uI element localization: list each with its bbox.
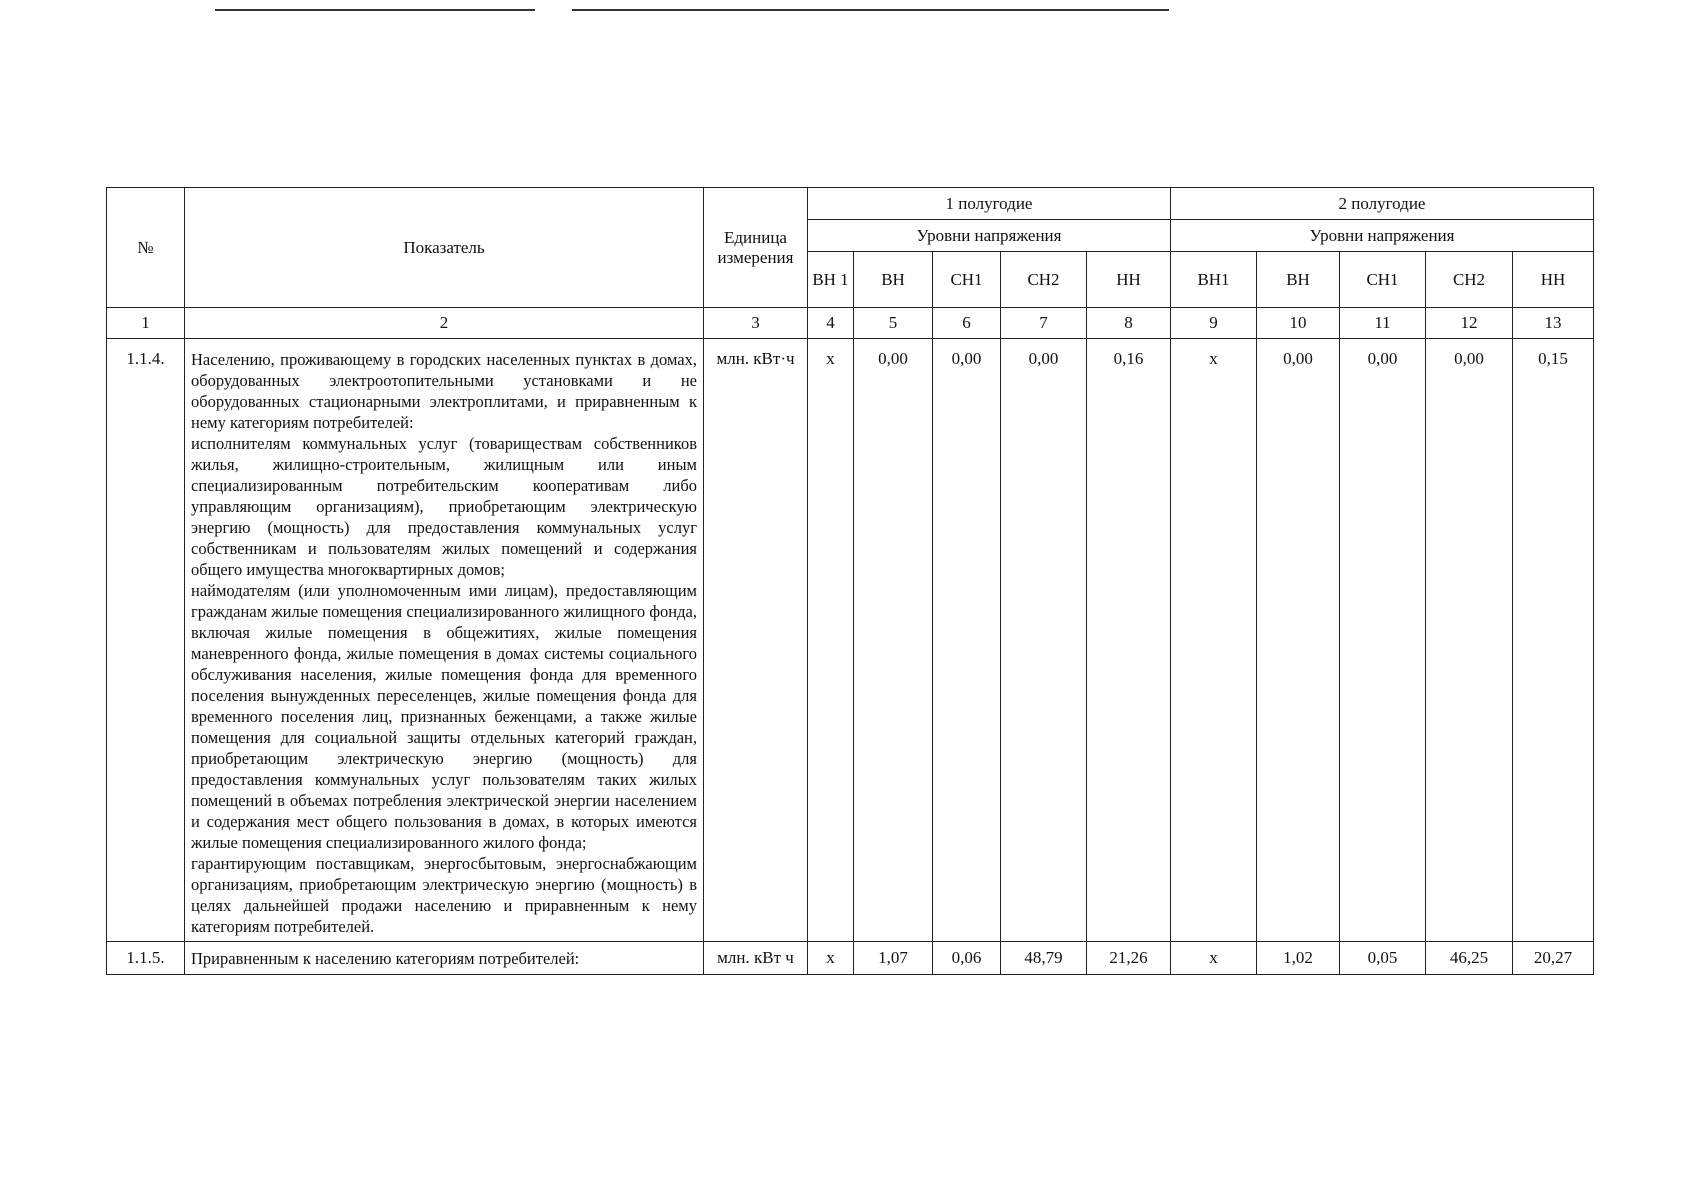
row-number: 1.1.4. [107,339,185,942]
value-cell: х [1171,339,1257,942]
indicator-paragraph: гарантирующим поставщикам, энергосбытовым, энергоснабжающим организациям, приобретающим электрическую энергию (мощность) в целях дальнейшей продажи населению и приравненным к нему категориям потребителей. [191,854,697,936]
value-cell: 0,00 [1001,339,1087,942]
column-number: 1 [107,308,185,339]
half2-level-vn: ВН [1257,252,1340,308]
row-unit: млн. кВт·ч [704,339,808,942]
value-cell: х [808,942,854,975]
header-row-periods [107,188,1594,220]
half2-levels-header: Уровни напряжения [1171,220,1594,252]
value-cell: 1,02 [1257,942,1340,975]
column-number-row [107,308,1594,339]
column-number: 12 [1426,308,1513,339]
half2-level-sn1: СН1 [1340,252,1426,308]
row-indicator-text [185,942,704,975]
column-number: 6 [933,308,1001,339]
half1-level-vn1: ВН 1 [808,252,854,308]
column-number: 10 [1257,308,1340,339]
value-cell: 20,27 [1513,942,1594,975]
column-number: 11 [1340,308,1426,339]
indicator-paragraph: Населению, проживающему в городских населенных пунктах в домах, оборудованных электроотопительными установками и не оборудованных стационарными электроплитами, и приравненным к нему категориям потребителей: [191,350,697,432]
value-cell: 0,05 [1340,942,1426,975]
column-number: 7 [1001,308,1087,339]
value-cell: х [1171,942,1257,975]
row-unit: млн. кВт ч [704,942,808,975]
value-cell: 0,16 [1087,339,1171,942]
value-cell: 21,26 [1087,942,1171,975]
value-cell: 1,07 [854,942,933,975]
column-number: 9 [1171,308,1257,339]
half1-level-vn: ВН [854,252,933,308]
value-cell: 46,25 [1426,942,1513,975]
tariff-volume-table [106,187,1594,975]
column-number: 4 [808,308,854,339]
indicator-paragraph: исполнителям коммунальных услуг (товариществам собственников жилья, жилищно-строительным, жилищным или иным специализированным потребительским кооперативам либо управляющим организациям), приобретающим электрическую энергию (мощность) для предоставления коммунальных услуг собственникам и пользователям жилых помещений и содержания общего имущества многоквартирных домов; [191,434,697,579]
indicator-paragraph: наймодателям (или уполномоченным ими лицам), предоставляющим гражданам жилые помещения специализированного жилищного фонда, включая жилые помещения в общежитиях, жилые помещения маневренного фонда, жилые помещения в домах системы социального обслуживания населения, жилые помещения фонда для временного поселения вынужденных переселенцев, жилые помещения фонда для временного поселения лиц, признанных беженцами, а также жилые помещения для социальной защиты отдельных категорий граждан, приобретающим электрическую энергию (мощность) для предоставления коммунальных услуг пользователям таких жилых помещений в объемах потребления электрической энергии населением и содержания мест общего пользования в домах, в которых имеются жилые помещения специализированного жилого фонда; [191,581,697,852]
value-cell: 0,00 [1340,339,1426,942]
half1-level-sn1: СН1 [933,252,1001,308]
value-cell: 0,15 [1513,339,1594,942]
col-unit-header: Единица измерения [704,188,808,308]
indicator-paragraph: Приравненным к населению категориям потребителей: [191,948,580,968]
column-number: 2 [185,308,704,339]
value-cell: 48,79 [1001,942,1087,975]
col-indicator-header: Показатель [185,188,704,308]
table-row [107,942,1594,975]
column-number: 5 [854,308,933,339]
column-number: 3 [704,308,808,339]
top-rule-left [215,9,535,11]
table-row [107,339,1594,942]
half1-level-sn2: СН2 [1001,252,1087,308]
half2-header: 2 полугодие [1171,188,1594,220]
value-cell: 0,00 [933,339,1001,942]
row-number: 1.1.5. [107,942,185,975]
half2-level-sn2: СН2 [1426,252,1513,308]
value-cell: 0,00 [1426,339,1513,942]
top-rule-right [572,9,1169,11]
column-number: 8 [1087,308,1171,339]
half1-level-nn: НН [1087,252,1171,308]
half1-levels-header: Уровни напряжения [808,220,1171,252]
column-number: 13 [1513,308,1594,339]
col-no-header: № [107,188,185,308]
row-indicator-text [185,339,704,942]
value-cell: х [808,339,854,942]
half1-header: 1 полугодие [808,188,1171,220]
value-cell: 0,00 [854,339,933,942]
half2-level-vn1: ВН1 [1171,252,1257,308]
value-cell: 0,06 [933,942,1001,975]
half2-level-nn: НН [1513,252,1594,308]
value-cell: 0,00 [1257,339,1340,942]
